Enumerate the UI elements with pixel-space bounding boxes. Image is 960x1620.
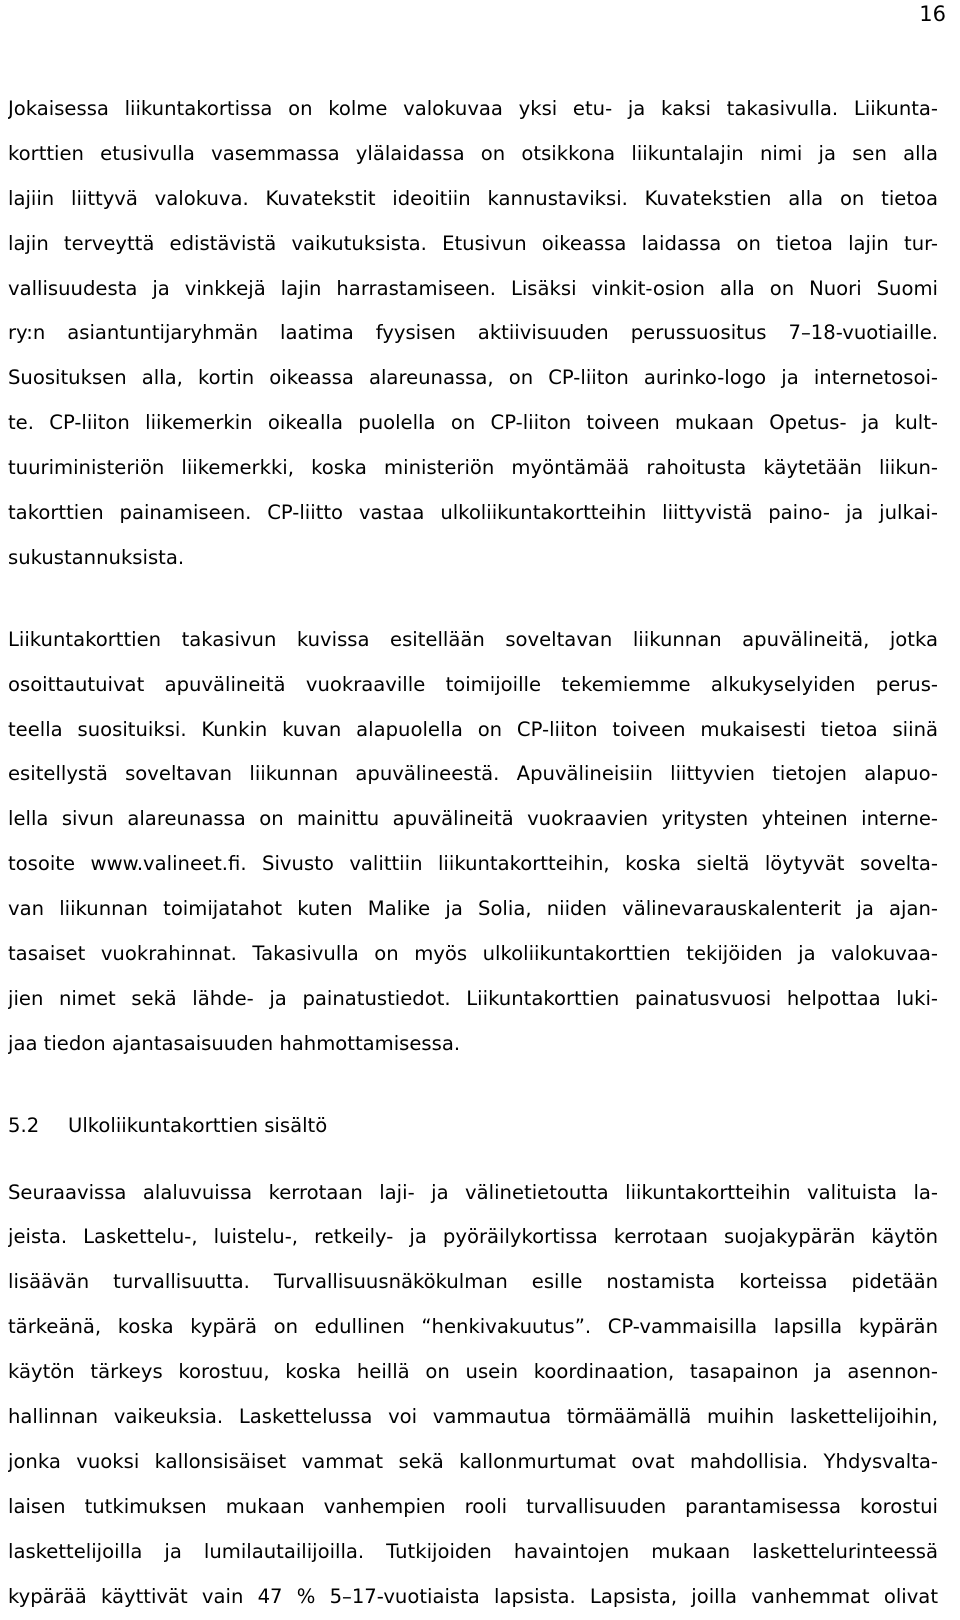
text-line: lisäävän turvallisuutta. Turvallisuusnäkökulman esille nostamista korteissa pidetään xyxy=(8,1270,938,1294)
text-line: korttien etusivulla vasemmassa ylälaidassa on otsikkona liikuntalajin nimi ja sen alla xyxy=(8,141,938,165)
paragraph xyxy=(8,87,938,581)
text-line: osoittautuivat apuvälineitä vuokraaville toimijoille tekemiemme alkukyselyiden perus- xyxy=(8,672,938,696)
text-line: jien nimet sekä lähde- ja painatustiedot. Liikuntakorttien painatusvuosi helpottaa luki- xyxy=(8,986,938,1010)
text-line: käytön tärkeys korostuu, koska heillä on usein koordinaation, tasapainon ja asennon- xyxy=(8,1360,938,1384)
text-line: laskettelijoilla ja lumilautailijoilla. Tutkijoiden havaintojen mukaan laskettelurinteessä xyxy=(8,1539,938,1563)
text-line: lajiin liittyvä valokuva. Kuvatekstit ideoitiin kannustaviksi. Kuvatekstien alla on tietoa xyxy=(8,186,938,210)
text-line: Liikuntakorttien takasivun kuvissa esitellään soveltavan liikunnan apuvälineitä, jotka xyxy=(8,627,938,651)
text-line: tosoite www.valineet.fi. Sivusto valittiin liikuntakortteihin, koska sieltä löytyvät sovelta- xyxy=(8,852,938,876)
text-line: jeista. Laskettelu-, luistelu-, retkeily- ja pyöräilykortissa kerrotaan suojakypärän käytön xyxy=(8,1225,938,1249)
text-line: jonka vuoksi kallonsisäiset vammat sekä kallonmurtumat ovat mahdollisia. Yhdysvalta- xyxy=(8,1449,938,1473)
paragraph xyxy=(8,1171,938,1620)
text-line: takorttien painamiseen. CP-liitto vastaa ulkoliikuntakortteihin liittyvistä paino- ja julkai- xyxy=(8,501,938,525)
text-line: teella suosituiksi. Kunkin kuvan alapuolella on CP-liiton toiveen mukaisesti tietoa siinä xyxy=(8,717,938,741)
text-line: esitellystä soveltavan liikunnan apuvälineestä. Apuvälineisiin liittyvien tietojen alapuo- xyxy=(8,762,938,786)
paragraph xyxy=(8,618,938,1067)
section-heading xyxy=(8,1104,938,1149)
text-line: van liikunnan toimijatahot kuten Malike ja Solia, niiden välinevarauskalenterit ja ajan- xyxy=(8,897,938,921)
text-line: tärkeänä, koska kypärä on edullinen “henkivakuutus”. CP-vammaisilla lapsilla kypärän xyxy=(8,1315,938,1339)
paragraph-gap xyxy=(8,1067,938,1104)
document-body xyxy=(8,87,938,1620)
page-number: 16 xyxy=(919,2,946,26)
section-number: 5.2 xyxy=(8,1113,40,1137)
text-line: kypärää käyttivät vain 47 % 5–17-vuotiaista lapsista. Lapsista, joilla vanhemmat olivat xyxy=(8,1584,938,1608)
section-title: Ulkoliikuntakorttien sisältö xyxy=(68,1113,328,1137)
text-line: Seuraavissa alaluvuissa kerrotaan laji- ja välinetietoutta liikuntakortteihin valituista la- xyxy=(8,1180,938,1204)
text-line: lajin terveyttä edistävistä vaikutuksista. Etusivun oikeassa laidassa on tietoa lajin tur- xyxy=(8,231,938,255)
text-line: tasaiset vuokrahinnat. Takasivulla on myös ulkoliikuntakorttien tekijöiden ja valokuvaa- xyxy=(8,942,938,966)
text-line: te. CP-liiton liikemerkin oikealla puolella on CP-liiton toiveen mukaan Opetus- ja kult- xyxy=(8,411,938,435)
text-line: sukustannuksista. xyxy=(8,545,185,569)
text-line: lella sivun alareunassa on mainittu apuvälineitä vuokraavien yritysten yhteinen interne- xyxy=(8,807,938,831)
text-line: laisen tutkimuksen mukaan vanhempien rooli turvallisuuden parantamisessa korostui xyxy=(8,1494,938,1518)
text-line: tuuriministeriön liikemerkki, koska ministeriön myöntämää rahoitusta käytetään liikun- xyxy=(8,456,938,480)
text-line: Suosituksen alla, kortin oikeassa alareunassa, on CP-liiton aurinko-logo ja internetosoi- xyxy=(8,366,938,390)
text-line: hallinnan vaikeuksia. Laskettelussa voi vammautua törmäämällä muihin laskettelijoihin, xyxy=(8,1405,938,1429)
text-line: Jokaisessa liikuntakortissa on kolme valokuvaa yksi etu- ja kaksi takasivulla. Liikunta- xyxy=(8,97,938,120)
text-line: jaa tiedon ajantasaisuuden hahmottamisessa. xyxy=(8,1031,461,1055)
text-line: ry:n asiantuntijaryhmän laatima fyysisen aktiivisuuden perussuositus 7–18-vuotiaille. xyxy=(8,321,938,345)
paragraph-gap xyxy=(8,581,938,618)
text-line: vallisuudesta ja vinkkejä lajin harrastamiseen. Lisäksi vinkit-osion alla on Nuori Suomi xyxy=(8,276,938,300)
